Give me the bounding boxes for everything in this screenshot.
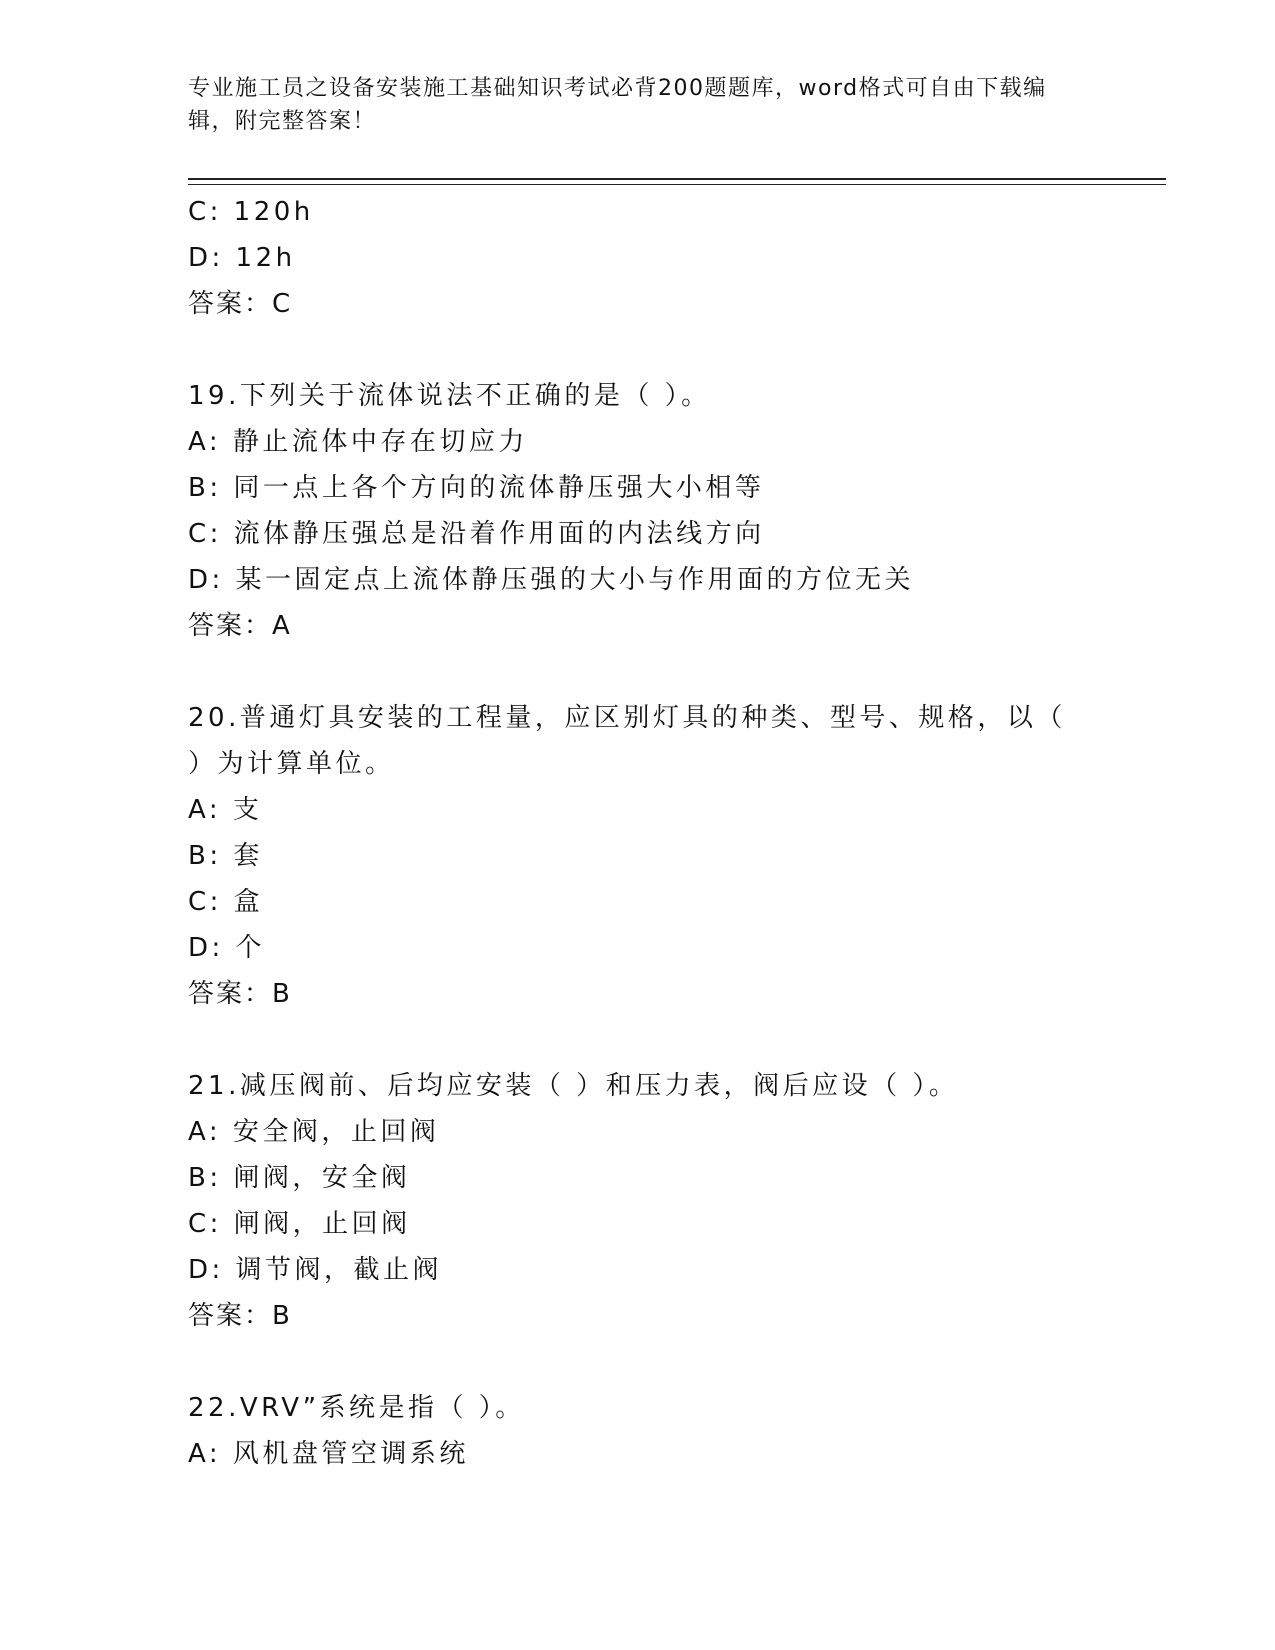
option-b: B: 同一点上各个方向的流体静压强大小相等	[188, 473, 765, 503]
option-d: D: 12h	[188, 243, 296, 273]
header-rule-thin	[188, 184, 1166, 185]
document-header	[188, 72, 1088, 138]
question-20	[188, 695, 1088, 1017]
option-d: D: 某一固定点上流体静压强的大小与作用面的方位无关	[188, 565, 915, 595]
header-rule-thick	[188, 178, 1166, 180]
option-a: A: 安全阀，止回阀	[188, 1117, 440, 1147]
question-text: 21.减压阀前、后均应安装（ ）和压力表，阀后应设（ ）。	[188, 1071, 959, 1101]
question-text: 20.普通灯具安装的工程量，应区别灯具的种类、型号、规格，以（ ）为计算单位。	[188, 703, 1066, 779]
question-19	[188, 373, 1088, 649]
question-22	[188, 1385, 1088, 1477]
option-d: D: 个	[188, 933, 266, 963]
answer-line: 答案：B	[188, 979, 292, 1009]
option-c: C: 闸阀，止回阀	[188, 1209, 411, 1239]
header-title: 专业施工员之设备安装施工基础知识考试必背200题题库，word格式可自由下载编辑，附完整答案！	[188, 76, 1047, 134]
option-a: A: 支	[188, 795, 263, 825]
option-a: A: 风机盘管空调系统	[188, 1439, 469, 1469]
question-21	[188, 1063, 1088, 1339]
option-b: B: 闸阀，安全阀	[188, 1163, 411, 1193]
option-c: C: 流体静压强总是沿着作用面的内法线方向	[188, 519, 765, 549]
option-c: C: 盒	[188, 887, 264, 917]
carryover-block	[188, 189, 1088, 327]
question-text: 22.VRV”系统是指（ ）。	[188, 1393, 525, 1423]
question-list	[188, 189, 1088, 1477]
option-b: B: 套	[188, 841, 263, 871]
question-text: 19.下列关于流体说法不正确的是（ ）。	[188, 381, 711, 411]
answer-line: 答案：A	[188, 611, 292, 641]
option-c: C: 120h	[188, 197, 314, 227]
option-d: D: 调节阀，截止阀	[188, 1255, 443, 1285]
answer-line: 答案：C	[188, 289, 293, 319]
option-a: A: 静止流体中存在切应力	[188, 427, 528, 457]
answer-line: 答案：B	[188, 1301, 292, 1331]
